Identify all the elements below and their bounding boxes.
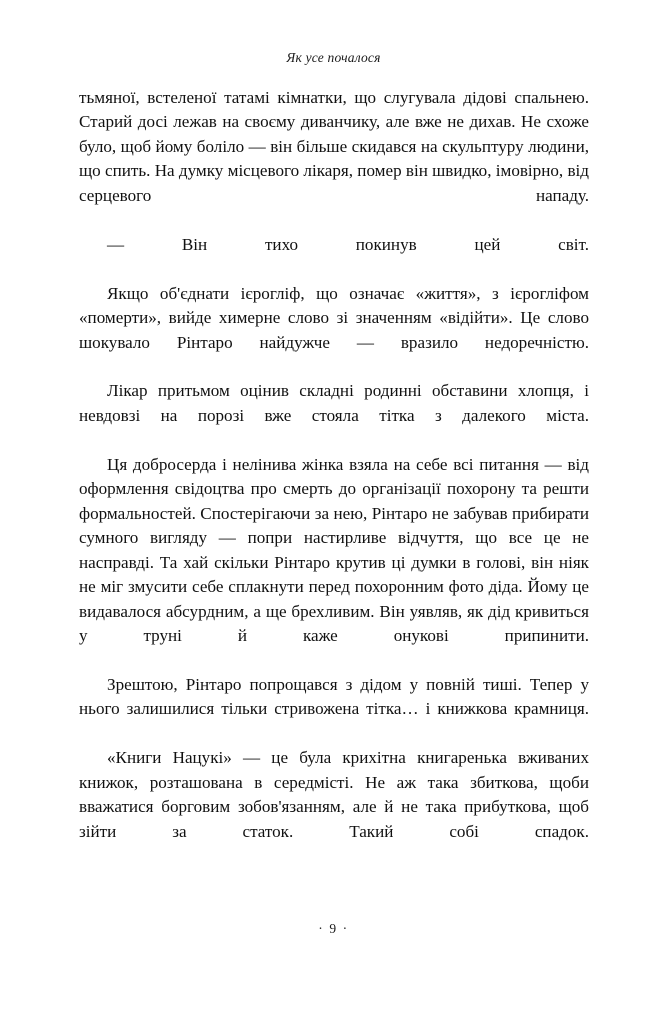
body-text-block <box>79 86 589 869</box>
paragraph: Якщо об'єднати ієрогліф, що означає «життя», з ієрогліфом «померти», вийде химерне слово зі значенням «відійти». Це слово шокувало Рінтаро найдужче — вразило недоречністю. <box>79 283 589 352</box>
page-number: · 9 · <box>318 921 349 936</box>
paragraph: Зрештою, Рінтаро попрощався з дідом у повній тиші. Тепер у нього залишилися тільки стривожена тітка… і книжкова крамниця. <box>79 674 589 719</box>
paragraph: Ця добросерда і нелінива жінка взяла на себе всі питання — від оформлення свідоцтва про смерть до організації похорону та решти формальностей. Спостерігаючи за нею, Рінтаро не забував прибирати сумного вигляду — попри настирливе відчуття, що все це не насправді. Та хай скільки Рінтаро крутив ці думки в голові, він ніяк не міг змусити себе сплакнути перед похоронним фото діда. Йому це видавалося абсурдним, а ще брехливим. Він уявляв, як дід кривиться у труні й каже онукові припинити. <box>79 454 589 645</box>
paragraph: — Він тихо покинув цей світ. <box>107 234 589 254</box>
running-head: Як усе почалося <box>286 50 381 65</box>
paragraph: тьмяної, встеленої татамі кімнатки, що слугувала дідові спальнею. Старий досі лежав на своєму диванчику, але вже не дихав. Не схоже було, щоб йому боліло — він більше скидався на скульптуру людини, що спить. На думку місцевого лікаря, помер він швидко, імовірно, від серцевого нападу. <box>79 88 589 205</box>
paragraph: «Книги Нацукі» — це була крихітна книгаренька вживаних книжок, розташована в середмісті. Не аж така збиткова, щоби вважатися борговим зобов'язанням, але й не така прибуткова, щоб зійти за статок. Такий собі спадок. <box>79 748 589 841</box>
paragraph: Лікар притьмом оцінив складні родинні обставини хлопця, і невдовзі на порозі вже стояла тітка з далекого міста. <box>79 381 589 425</box>
